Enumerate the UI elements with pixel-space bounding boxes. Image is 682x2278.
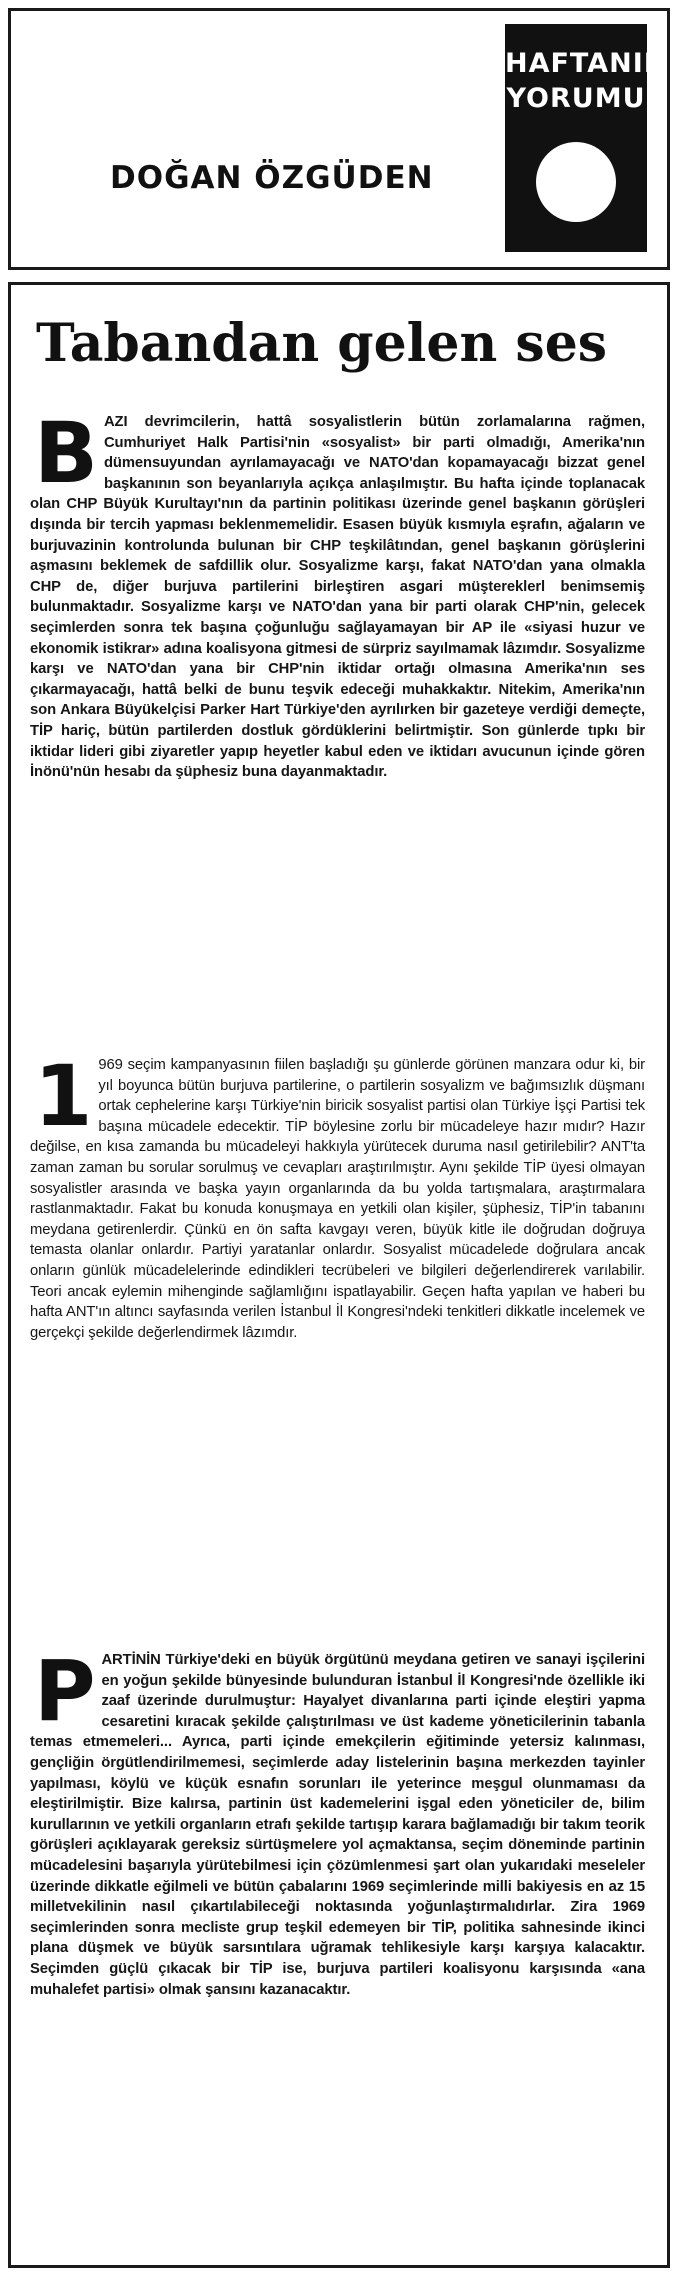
drop-cap: P (34, 1642, 96, 1740)
drop-cap: B (34, 404, 98, 502)
author-name: DOĞAN ÖZGÜDEN (110, 160, 434, 196)
drop-cap: 1 (34, 1047, 93, 1145)
column-badge (505, 24, 668, 252)
article-paragraph-3 (30, 1642, 645, 2000)
article-paragraph-2 (30, 1047, 645, 1343)
paragraph-text: ARTİNİN Türkiye'deki en büyük örgütünü meydana getiren ve sanayi işçilerini en yoğun şekilde bünyesinde bulunduran İstanbul İl Kongresi'nde özellikle iki zaaf üzerinde durulmuştur: Hayalyet divanlarına parti içinde eleştiri yapma cesaretini kıracak şekilde çalıştırılması ve üst kademe yöneticilerinin tabanla temas etmemeleri... Ayrıca, parti içinde emekçilerin eğitiminde yetersiz kalınması, gençliğin örgütlendirilmemesi, seçimlerde aday listelerinin başına merkezden tayinler yapılması, köylü ve küçük esnafın sorunları ile yeterince meşgul olunmaması da eleştirilmiştir. Bize kalırsa, partinin üst kademelerini işgal eden yöneticiler de, bilim kurullarının ve yetkili organların etrafı şekilde tartışıp karara bağlamadığı bir takım teorik görüşleri açıklayarak gereksiz sürtüşmelere yol açmaktansa, seçim döneminde partinin mücadelesini başarıyla yürütebilmesi için çözümlenmesi şart olan yukarıdaki meseleler üzerinde dikkatle eğilmeli ve bütün çabalarını 1969 seçimlerinde milli bakiyesis en az 15 milletvekilinin nasıl çıkartılabileceği noktasında yoğunlaştırmalıdırlar. Zira 1969 seçimlerinden sonra mecliste grup teşkil edemeyen bir TİP, politika sahnesinde ikinci plana düşmek ve büyük sarsıntılara uğramak tehlikesiyle karşı karşıya kalacaktır. Seçimden güçlü çıkacak bir TİP ise, burjuva partileri koalisyonu karşısında «ana muhalefet partisi» olmak şansını kazanacaktır. (30, 1652, 645, 1998)
badge-title-line1: HAFTANIN (505, 48, 668, 79)
article-paragraph-1 (30, 404, 645, 783)
badge-title-line2: YORUMU (506, 83, 646, 114)
paragraph-text: AZI devrimcilerin, hattâ sosyalistlerin bütün zorlamalarına rağmen, Cumhuriyet Halk Partisi'nin «sosyalist» bir parti olmadığı, Amerika'nın dümensuyundan ayrılamayacağı ve NATO'dan kopamayacağı bizzat genel başkanının son beyanlarıyla açıkça anlaşılmıştır. Bu hafta içinde toplanacak olan CHP Büyük Kurultayı'nın da partinin politikası üzerinde genel başkanın görüşleri dışında bir tercih yapması beklenmemelidir. Esasen büyük kısmıyla eşrafın, ağaların ve burjuvazinin kontrolunda bulunan bir CHP teşkilâtından, genel başkanın görüşlerini aşmasını beklemek de safdillik olur. Sosyalizme karşı, fakat NATO'dan yana olmakla CHP de, diğer burjuva partilerini birleştiren asgari müştereklerl benimsemiş bulunmaktadır. Sosyalizme karşı ve NATO'dan yana bir parti olarak CHP'nin, gelecek seçimlerden sonra tek başına çoğunluğu sağlayamayan bir AP ile «siyasi huzur ve ekonomik istikrar» adına koalisyona gitmesi de sürpriz sayılmamak lâzımdır. Sosyalizme karşı ve NATO'dan yana bir CHP'nin iktidar ortağı olmasına Amerika'nın ses çıkarmayacağı, hattâ belki de bunu teşvik edeceği muhakkaktır. Nitekim, Amerika'nın son Ankara Büyükelçisi Parker Hart Türkiye'den ayrılırken bir gazeteye verdiği demeçte, TİP hariç, bütün partilerden dostluk gördüklerini belirtmiştir. Son günlerde tıpkı bir iktidar lideri gibi ziyaretler yapıp heyetler kabul eden ve iktidarı avucunun içinde gören İnönü'nün hesabı da şüphesiz buna dayanmaktadır. (30, 414, 645, 781)
paragraph-text: 969 seçim kampanyasının fiilen başladığı şu günlerde görünen manzara odur ki, bir yıl boyunca bütün burjuva partilerine, o partilerin sosyalizm ve bağımsızlık düşmanı ortak cephelerine karşı Türkiye'nin biricik sosyalist partisi olan Türkiye İşçi Partisi tek başına mücadele edecektir. TİP böylesine zorlu bir mücadeleye hazır mıdır? Hazır değilse, en kısa zamanda bu mücadeleyi hakkıyla yürütecek duruma nasıl getirilebilir? ANT'ta zaman zaman bu sorular sorulmuş ve cevapları araştırılmıştır. Aynı şekilde TİP üyesi olmayan sosyalistler arasında ve başka yayın organlarında da bu yolda tartışmalara, araştırmalara rastlanmaktadır. Fakat bu konuda konuşmaya en yetkili olan kişiler, şüphesiz, TİP'in tabanını meydana getirenlerdir. Çünkü en ön safta kavgayı veren, büyük kitle ile doğrudan doğruya temasta olanlar onlardır. Partiyi yaratanlar onlardır. Sosyalist mücadelede doğrulara ancak onların günlük mücadelelerinde edindikleri tecrübeleri ve bilgileri değerlendirerek varılabilir. Teori ancak eylemin mihenginde sağlamlığını ispatlayabilir. Geçen hafta yapılan ve haberi bu hafta ANT'ın altıncı sayfasında verilen İstanbul İl Kongresi'ndeki tenkitleri dikkatle incelemek ve gerçekçi şekilde değerlendirmek lâzımdır. (30, 1057, 645, 1341)
badge-circle-icon (536, 142, 616, 222)
article-title: Tabandan gelen ses (36, 313, 608, 374)
